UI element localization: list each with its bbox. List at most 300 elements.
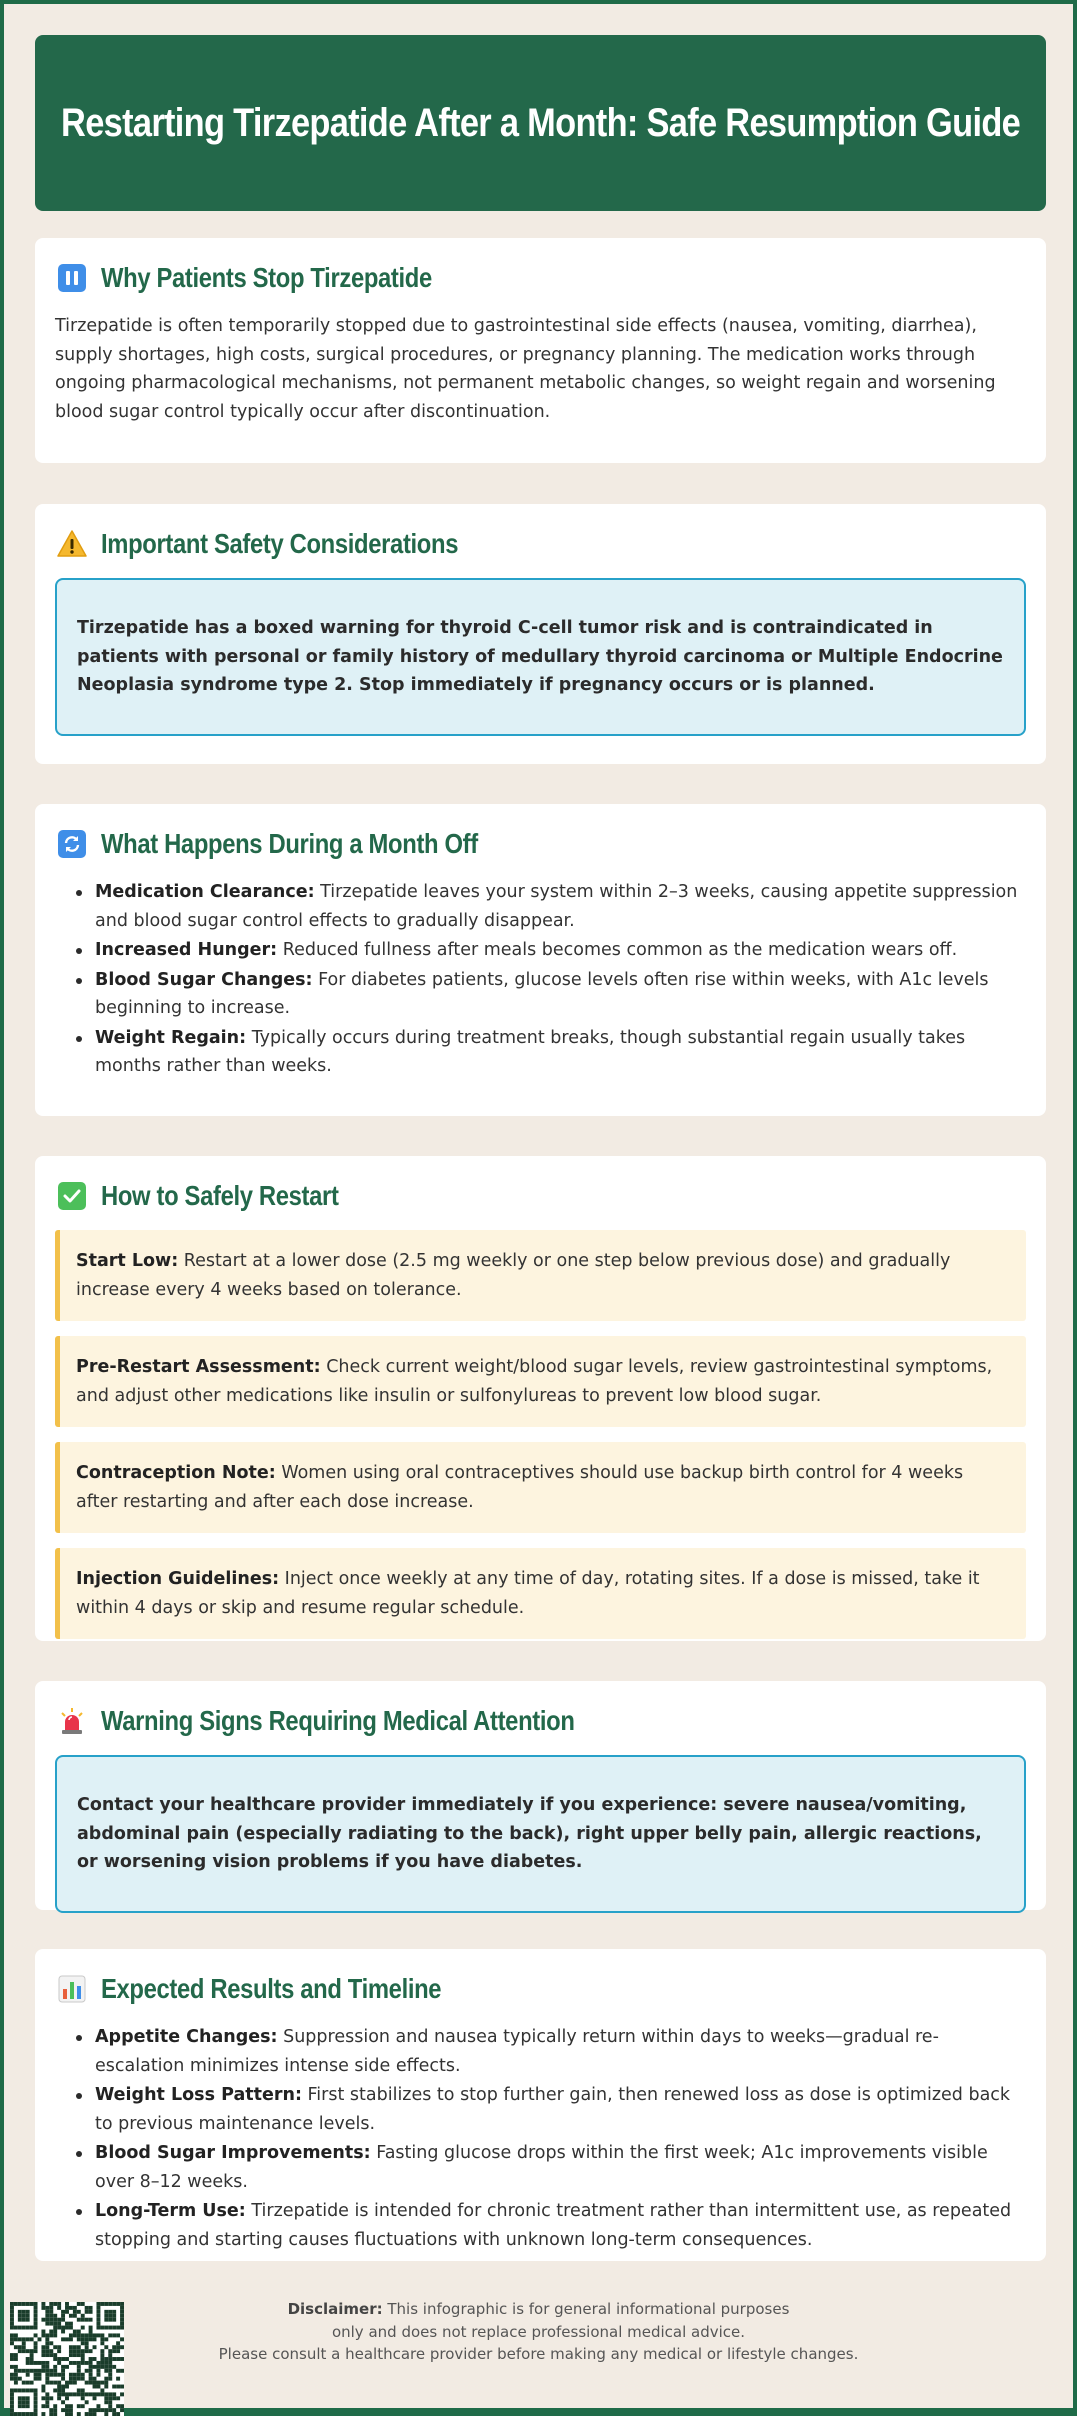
qr-module	[104, 2326, 108, 2330]
qr-module	[41, 2361, 45, 2365]
qr-module	[14, 2337, 18, 2341]
qr-module	[61, 2388, 65, 2392]
qr-module	[53, 2408, 57, 2412]
qr-module	[104, 2408, 108, 2412]
qr-module	[77, 2345, 81, 2349]
qr-module	[100, 2365, 104, 2369]
qr-module	[89, 2381, 93, 2385]
qr-module	[65, 2357, 69, 2361]
qr-module	[41, 2385, 45, 2389]
list-item: Appetite Changes: Suppression and nausea typically return within days to weeks—gradual re-escalation minimizes intense side effects.	[95, 2023, 1026, 2080]
qr-module	[34, 2306, 38, 2310]
qr-module	[26, 2310, 30, 2314]
qr-module	[45, 2404, 49, 2408]
qr-module	[93, 2385, 97, 2389]
qr-module	[89, 2310, 93, 2314]
warning-alert: Contact your healthcare provider immediately if you experience: severe nausea/vomiting, abdominal pain (especially radiating to the back), right upper belly pain, allergic reactions, or worsening vision problems if you have diabetes.	[55, 1755, 1026, 1913]
qr-module	[100, 2408, 104, 2412]
qr-module	[77, 2361, 81, 2365]
qr-module	[34, 2373, 38, 2377]
qr-module	[18, 2337, 22, 2341]
results-card	[35, 1949, 1046, 2261]
qr-module	[93, 2365, 97, 2369]
qr-module	[10, 2333, 14, 2337]
qr-module	[26, 2361, 30, 2365]
qr-module	[10, 2400, 14, 2404]
qr-module	[85, 2349, 89, 2353]
qr-module	[120, 2385, 124, 2389]
check-icon	[55, 1179, 89, 1213]
qr-module	[112, 2392, 116, 2396]
qr-module	[81, 2314, 85, 2318]
qr-module	[22, 2349, 26, 2353]
restart-step: Start Low: Restart at a lower dose (2.5 mg weekly or one step below previous dose) and gradually increase every 4 weeks based on tolerance.	[55, 1230, 1026, 1321]
qr-module	[73, 2373, 77, 2377]
qr-module	[100, 2388, 104, 2392]
restart-step: Contraception Note: Women using oral contraceptives should use backup birth control for 4 weeks after restarting and after each dose increase.	[55, 1442, 1026, 1533]
qr-module	[26, 2369, 30, 2373]
qr-module	[81, 2333, 85, 2337]
qr-module	[22, 2404, 26, 2408]
qr-module	[41, 2306, 45, 2310]
qr-module	[77, 2377, 81, 2381]
qr-module	[69, 2404, 73, 2408]
qr-module	[69, 2353, 73, 2357]
qr-module	[53, 2326, 57, 2330]
qr-module	[77, 2330, 81, 2334]
qr-module	[65, 2337, 69, 2341]
qr-module	[49, 2314, 53, 2318]
qr-module	[81, 2302, 85, 2306]
warning-icon	[55, 527, 89, 561]
qr-module	[18, 2412, 22, 2416]
qr-module	[14, 2333, 18, 2337]
qr-module	[14, 2388, 18, 2392]
qr-module	[53, 2404, 57, 2408]
qr-module	[77, 2365, 81, 2369]
qr-module	[108, 2369, 112, 2373]
qr-module	[14, 2369, 18, 2373]
qr-module	[104, 2318, 108, 2322]
qr-module	[108, 2400, 112, 2404]
qr-module	[34, 2302, 38, 2306]
qr-module	[45, 2341, 49, 2345]
qr-module	[34, 2396, 38, 2400]
qr-module	[73, 2310, 77, 2314]
qr-module	[45, 2349, 49, 2353]
qr-module	[108, 2392, 112, 2396]
qr-module	[65, 2302, 69, 2306]
qr-module	[96, 2361, 100, 2365]
disclaimer-line-1: This infographic is for general informational purposes	[382, 2300, 790, 2318]
qr-module	[69, 2412, 73, 2416]
qr-module	[96, 2369, 100, 2373]
qr-module	[93, 2337, 97, 2341]
qr-module	[69, 2408, 73, 2412]
qr-module	[89, 2369, 93, 2373]
qr-module	[22, 2310, 26, 2314]
qr-module	[34, 2318, 38, 2322]
qr-module	[18, 2388, 22, 2392]
qr-module	[65, 2396, 69, 2400]
month-off-title: What Happens During a Month Off	[101, 828, 478, 859]
qr-module	[26, 2318, 30, 2322]
qr-module	[41, 2412, 45, 2416]
qr-module	[61, 2373, 65, 2377]
qr-module	[69, 2392, 73, 2396]
qr-module	[57, 2302, 61, 2306]
qr-module	[108, 2318, 112, 2322]
qr-module	[49, 2330, 53, 2334]
qr-module	[18, 2310, 22, 2314]
qr-module	[93, 2333, 97, 2337]
qr-module	[81, 2404, 85, 2408]
qr-module	[96, 2302, 100, 2306]
qr-module	[65, 2326, 69, 2330]
qr-module	[26, 2388, 30, 2392]
qr-module	[10, 2357, 14, 2361]
qr-module	[85, 2392, 89, 2396]
qr-module	[89, 2392, 93, 2396]
qr-module	[34, 2408, 38, 2412]
qr-module	[41, 2318, 45, 2322]
qr-module	[65, 2306, 69, 2310]
qr-module	[34, 2404, 38, 2408]
qr-module	[53, 2345, 57, 2349]
page-frame	[4, 4, 1073, 2408]
qr-module	[61, 2330, 65, 2334]
qr-module	[49, 2333, 53, 2337]
qr-module	[73, 2345, 77, 2349]
qr-module	[73, 2333, 77, 2337]
qr-module	[120, 2369, 124, 2373]
qr-module	[116, 2349, 120, 2353]
qr-module	[69, 2377, 73, 2381]
qr-module	[112, 2385, 116, 2389]
qr-module	[85, 2333, 89, 2337]
qr-module	[57, 2373, 61, 2377]
qr-module	[93, 2392, 97, 2396]
qr-module	[85, 2337, 89, 2341]
qr-module	[49, 2341, 53, 2345]
qr-module	[69, 2361, 73, 2365]
qr-module	[18, 2396, 22, 2400]
qr-module	[22, 2396, 26, 2400]
qr-module	[89, 2361, 93, 2365]
qr-module	[18, 2314, 22, 2318]
qr-module	[120, 2337, 124, 2341]
qr-module	[116, 2326, 120, 2330]
qr-module	[77, 2404, 81, 2408]
qr-module	[45, 2353, 49, 2357]
qr-module	[34, 2369, 38, 2373]
qr-module	[22, 2381, 26, 2385]
qr-module	[61, 2400, 65, 2404]
qr-module	[53, 2353, 57, 2357]
qr-module	[81, 2396, 85, 2400]
qr-module	[18, 2345, 22, 2349]
qr-module	[65, 2408, 69, 2412]
qr-module	[53, 2412, 57, 2416]
qr-module	[26, 2326, 30, 2330]
qr-module	[57, 2381, 61, 2385]
qr-module	[77, 2310, 81, 2314]
qr-module	[41, 2345, 45, 2349]
qr-module	[10, 2392, 14, 2396]
qr-module	[30, 2361, 34, 2365]
qr-module	[45, 2373, 49, 2377]
qr-module	[81, 2349, 85, 2353]
qr-module	[104, 2412, 108, 2416]
qr-module	[116, 2369, 120, 2373]
qr-module	[41, 2302, 45, 2306]
qr-module	[41, 2388, 45, 2392]
qr-module	[53, 2322, 57, 2326]
qr-module	[116, 2404, 120, 2408]
qr-module	[120, 2318, 124, 2322]
qr-module	[38, 2369, 42, 2373]
qr-module	[108, 2302, 112, 2306]
qr-module	[45, 2314, 49, 2318]
qr-module	[104, 2357, 108, 2361]
qr-module	[26, 2412, 30, 2416]
qr-module	[73, 2306, 77, 2310]
qr-module	[49, 2349, 53, 2353]
qr-module	[53, 2302, 57, 2306]
qr-module	[120, 2322, 124, 2326]
qr-module	[18, 2349, 22, 2353]
qr-module	[108, 2396, 112, 2400]
qr-module	[77, 2392, 81, 2396]
qr-module	[26, 2302, 30, 2306]
qr-module	[108, 2349, 112, 2353]
qr-module	[104, 2381, 108, 2385]
qr-module	[57, 2361, 61, 2365]
qr-module	[108, 2314, 112, 2318]
qr-module	[61, 2369, 65, 2373]
qr-module	[104, 2314, 108, 2318]
why-stop-header	[55, 258, 1026, 298]
qr-module	[96, 2306, 100, 2310]
qr-module	[100, 2361, 104, 2365]
qr-module	[96, 2326, 100, 2330]
qr-module	[81, 2341, 85, 2345]
list-item: Weight Regain: Typically occurs during treatment breaks, though substantial regain usually takes months rather than weeks.	[95, 1024, 1026, 1081]
qr-module	[100, 2337, 104, 2341]
qr-module	[49, 2381, 53, 2385]
qr-module	[34, 2326, 38, 2330]
qr-module	[22, 2302, 26, 2306]
qr-module	[34, 2345, 38, 2349]
qr-module	[104, 2369, 108, 2373]
qr-module	[61, 2408, 65, 2412]
restart-title: How to Safely Restart	[101, 1180, 339, 1211]
qr-module	[120, 2314, 124, 2318]
qr-module	[45, 2361, 49, 2365]
qr-module	[53, 2369, 57, 2373]
qr-module	[10, 2314, 14, 2318]
qr-module	[120, 2357, 124, 2361]
qr-module	[18, 2302, 22, 2306]
qr-module	[120, 2306, 124, 2310]
qr-module	[108, 2333, 112, 2337]
qr-module	[116, 2396, 120, 2400]
qr-module	[77, 2388, 81, 2392]
qr-module	[61, 2385, 65, 2389]
qr-module	[120, 2310, 124, 2314]
qr-module	[112, 2318, 116, 2322]
qr-module	[57, 2396, 61, 2400]
qr-module	[38, 2337, 42, 2341]
pause-icon	[55, 261, 89, 295]
qr-module	[108, 2361, 112, 2365]
qr-module	[89, 2337, 93, 2341]
qr-module	[120, 2326, 124, 2330]
qr-module	[45, 2322, 49, 2326]
qr-module	[45, 2400, 49, 2404]
qr-module	[89, 2326, 93, 2330]
qr-module	[49, 2412, 53, 2416]
qr-module	[53, 2330, 57, 2334]
qr-module	[26, 2404, 30, 2408]
qr-module	[100, 2392, 104, 2396]
qr-module	[100, 2302, 104, 2306]
qr-module	[73, 2377, 77, 2381]
qr-module	[81, 2353, 85, 2357]
qr-module	[22, 2314, 26, 2318]
qr-module	[81, 2388, 85, 2392]
qr-module	[65, 2310, 69, 2314]
qr-module	[26, 2400, 30, 2404]
qr-code-icon[interactable]	[10, 2302, 124, 2416]
qr-module	[53, 2357, 57, 2361]
restart-step: Injection Guidelines: Inject once weekly at any time of day, rotating sites. If a dose is missed, take it within 4 days or skip and resume regular schedule.	[55, 1548, 1026, 1639]
qr-module	[61, 2365, 65, 2369]
qr-module	[26, 2381, 30, 2385]
qr-module	[34, 2310, 38, 2314]
qr-module	[10, 2412, 14, 2416]
qr-module	[14, 2365, 18, 2369]
qr-module	[49, 2310, 53, 2314]
qr-module	[73, 2381, 77, 2385]
qr-module	[53, 2373, 57, 2377]
qr-module	[61, 2326, 65, 2330]
qr-module	[14, 2412, 18, 2416]
qr-module	[14, 2353, 18, 2357]
qr-module	[89, 2412, 93, 2416]
qr-module	[93, 2412, 97, 2416]
qr-module	[69, 2322, 73, 2326]
qr-module	[77, 2349, 81, 2353]
qr-module	[108, 2377, 112, 2381]
results-title: Expected Results and Timeline	[101, 1973, 442, 2004]
month-off-header	[55, 824, 1026, 864]
qr-module	[89, 2408, 93, 2412]
qr-module	[22, 2341, 26, 2345]
qr-module	[30, 2349, 34, 2353]
qr-module	[116, 2333, 120, 2337]
safety-header	[55, 524, 1026, 564]
qr-module	[57, 2385, 61, 2389]
qr-module	[34, 2349, 38, 2353]
qr-module	[112, 2326, 116, 2330]
qr-module	[77, 2333, 81, 2337]
qr-module	[41, 2396, 45, 2400]
disclaimer-label: Disclaimer:	[287, 2300, 383, 2318]
restart-card	[35, 1156, 1046, 1641]
qr-module	[81, 2361, 85, 2365]
qr-module	[89, 2357, 93, 2361]
qr-module	[112, 2302, 116, 2306]
qr-module	[69, 2314, 73, 2318]
qr-module	[65, 2404, 69, 2408]
qr-module	[34, 2400, 38, 2404]
qr-module	[49, 2322, 53, 2326]
qr-module	[41, 2369, 45, 2373]
qr-module	[85, 2345, 89, 2349]
qr-module	[49, 2302, 53, 2306]
qr-module	[73, 2349, 77, 2353]
qr-module	[14, 2326, 18, 2330]
qr-module	[108, 2373, 112, 2377]
qr-module	[22, 2388, 26, 2392]
qr-module	[73, 2361, 77, 2365]
qr-module	[34, 2377, 38, 2381]
qr-module	[57, 2392, 61, 2396]
qr-module	[41, 2365, 45, 2369]
qr-module	[22, 2326, 26, 2330]
qr-module	[77, 2373, 81, 2377]
qr-module	[77, 2302, 81, 2306]
qr-module	[45, 2306, 49, 2310]
qr-module	[34, 2361, 38, 2365]
qr-module	[89, 2373, 93, 2377]
qr-module	[69, 2381, 73, 2385]
qr-module	[69, 2333, 73, 2337]
qr-module	[26, 2396, 30, 2400]
qr-module	[100, 2381, 104, 2385]
qr-module	[89, 2333, 93, 2337]
qr-module	[69, 2349, 73, 2353]
qr-module	[41, 2330, 45, 2334]
warning-header	[55, 1701, 1026, 1741]
safety-card	[35, 504, 1046, 764]
why-stop-card	[35, 238, 1046, 463]
qr-module	[10, 2322, 14, 2326]
qr-module	[112, 2345, 116, 2349]
qr-module	[30, 2388, 34, 2392]
why-stop-text: Tirzepatide is often temporarily stopped due to gastrointestinal side effects (nausea, vomiting, diarrhea), supply shortages, high costs, surgical procedures, or pregnancy planning. The medication works through ongoing pharmacological mechanisms, not permanent metabolic changes, so weight regain and worsening blood sugar control typically occur after discontinuation.	[55, 316, 996, 422]
footer	[4, 2294, 1073, 2408]
qr-module	[108, 2310, 112, 2314]
qr-module	[45, 2377, 49, 2381]
qr-module	[10, 2326, 14, 2330]
qr-module	[61, 2337, 65, 2341]
qr-module	[10, 2310, 14, 2314]
qr-module	[30, 2337, 34, 2341]
qr-module	[89, 2318, 93, 2322]
qr-module	[104, 2396, 108, 2400]
qr-module	[112, 2314, 116, 2318]
qr-module	[45, 2333, 49, 2337]
qr-module	[96, 2322, 100, 2326]
qr-module	[96, 2381, 100, 2385]
qr-module	[85, 2361, 89, 2365]
qr-module	[18, 2404, 22, 2408]
list-item: Weight Loss Pattern: First stabilizes to stop further gain, then renewed loss as dose is optimized back to previous maintenance levels.	[95, 2081, 1026, 2138]
qr-module	[73, 2392, 77, 2396]
qr-module	[65, 2322, 69, 2326]
